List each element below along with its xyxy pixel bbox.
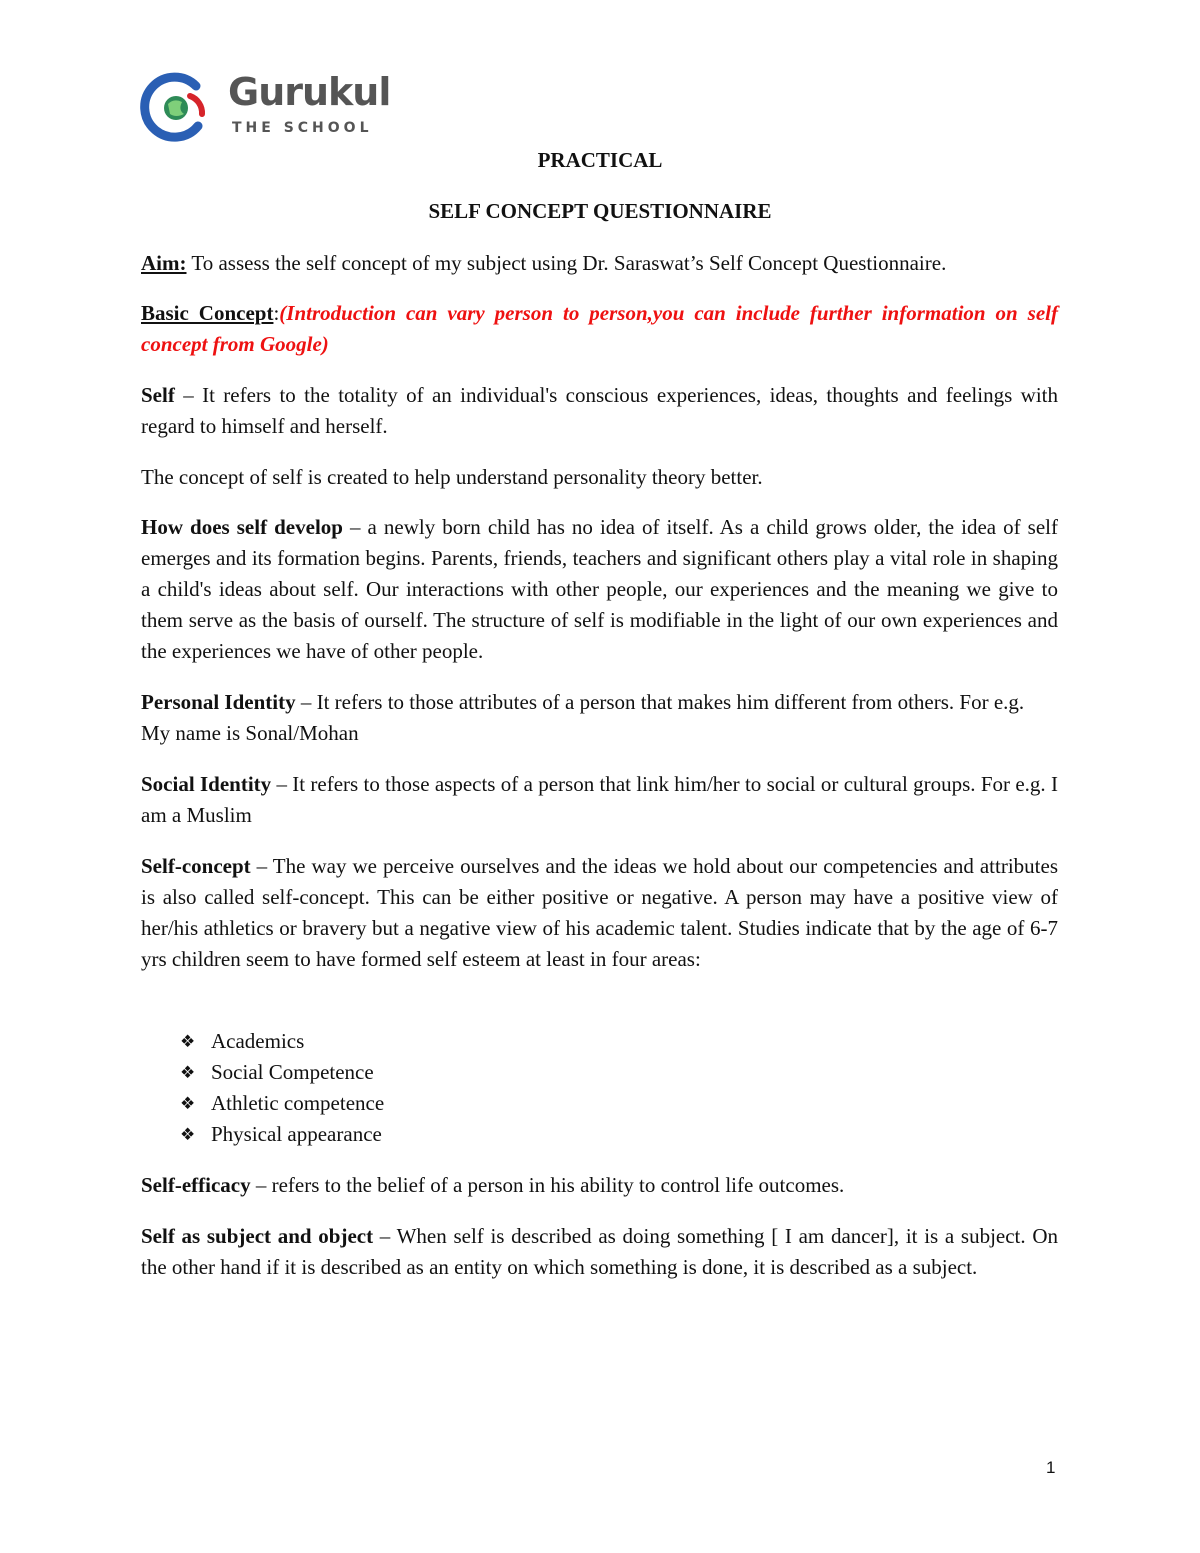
page-title: PRACTICAL bbox=[537, 148, 663, 172]
social-identity-term: Social Identity bbox=[141, 772, 272, 796]
social-identity-paragraph bbox=[141, 769, 1058, 831]
concept-of-self-text: The concept of self is created to help understand personality theory better. bbox=[141, 465, 763, 489]
aim-label: Aim: bbox=[141, 251, 187, 275]
diamond-bullet-icon: ❖ bbox=[180, 1032, 196, 1051]
logo-tagline: THE SCHOOL bbox=[232, 120, 373, 136]
basic-concept-colon: : bbox=[273, 301, 280, 325]
personal-identity-paragraph bbox=[141, 687, 1058, 749]
subject-object-paragraph bbox=[141, 1221, 1058, 1283]
list-item bbox=[180, 1119, 384, 1150]
self-concept-term: Self-concept bbox=[141, 854, 251, 878]
self-concept-text: – The way we perceive ourselves and the ideas we hold about our competencies and attributes is also called self-concept. This can be either positive or negative. A person may have a positive view of her/his athletics or bravery but a negative view of his academic talent. Studies indicate that by the age of 6-7 yrs children seem to have formed self esteem at least in four areas: bbox=[141, 854, 1058, 971]
self-efficacy-text: – refers to the belief of a person in his ability to control life outcomes. bbox=[250, 1173, 845, 1197]
aim-text: To assess the self concept of my subject using Dr. Saraswat’s Self Concept Questionnaire. bbox=[186, 251, 947, 275]
list-item bbox=[180, 1057, 384, 1088]
gurukul-emblem-icon bbox=[140, 72, 212, 142]
page-number: 1 bbox=[1046, 1458, 1056, 1477]
diamond-bullet-icon: ❖ bbox=[180, 1094, 196, 1113]
self-term: Self bbox=[141, 383, 175, 407]
basic-concept-note: (Introduction can vary person to person,you can include further information on self concept from Google) bbox=[141, 301, 1058, 356]
self-concept-paragraph bbox=[141, 851, 1058, 975]
list-item-label: Athletic competence bbox=[211, 1091, 385, 1115]
subject-object-text: – When self is described as doing something [ I am dancer], it is a subject. On the other hand if it is described as an entity on which something is done, it is described as a subject. bbox=[141, 1224, 1058, 1279]
list-item-label: Physical appearance bbox=[211, 1122, 382, 1146]
how-self-develops-paragraph bbox=[141, 512, 1058, 667]
personal-identity-text: – It refers to those attributes of a person that makes him different from others. For e.g. My name is Sonal/Mohan bbox=[141, 690, 1025, 745]
list-item-label: Social Competence bbox=[211, 1060, 374, 1084]
how-self-develops-term: How does self develop bbox=[141, 515, 343, 539]
self-text: – It refers to the totality of an individual's conscious experiences, ideas, thoughts and feelings with regard to himself and herself. bbox=[141, 383, 1058, 438]
self-efficacy-paragraph bbox=[141, 1170, 1058, 1201]
social-identity-text: – It refers to those aspects of a person that link him/her to social or cultural groups. For e.g. I am a Muslim bbox=[141, 772, 1058, 827]
basic-concept-paragraph bbox=[141, 298, 1058, 360]
logo-wordmark: Gurukul bbox=[228, 70, 391, 114]
diamond-bullet-icon: ❖ bbox=[180, 1063, 196, 1082]
page-subtitle: SELF CONCEPT QUESTIONNAIRE bbox=[428, 199, 772, 223]
subject-object-term: Self as subject and object bbox=[141, 1224, 374, 1248]
self-efficacy-term: Self-efficacy bbox=[141, 1173, 251, 1197]
self-esteem-areas-list bbox=[180, 1026, 384, 1150]
list-item-label: Academics bbox=[211, 1029, 305, 1053]
aim-paragraph bbox=[141, 248, 1058, 279]
list-item bbox=[180, 1026, 384, 1057]
personal-identity-term: Personal Identity bbox=[141, 690, 296, 714]
list-item bbox=[180, 1088, 384, 1119]
concept-of-self-paragraph bbox=[141, 462, 1058, 493]
diamond-bullet-icon: ❖ bbox=[180, 1125, 196, 1144]
how-self-develops-text: – a newly born child has no idea of itself. As a child grows older, the idea of self emerges and its formation begins. Parents, friends, teachers and significant others play a vital role in shaping a child's ideas about self. Our interactions with other people, our experiences and the meaning we give to them serve as the basis of ourself. The structure of self is modifiable in the light of our own experiences and the experiences we have of other people. bbox=[141, 515, 1058, 663]
basic-concept-label: Basic Concept bbox=[141, 301, 274, 325]
gurukul-logo bbox=[140, 70, 391, 142]
self-paragraph bbox=[141, 380, 1058, 442]
